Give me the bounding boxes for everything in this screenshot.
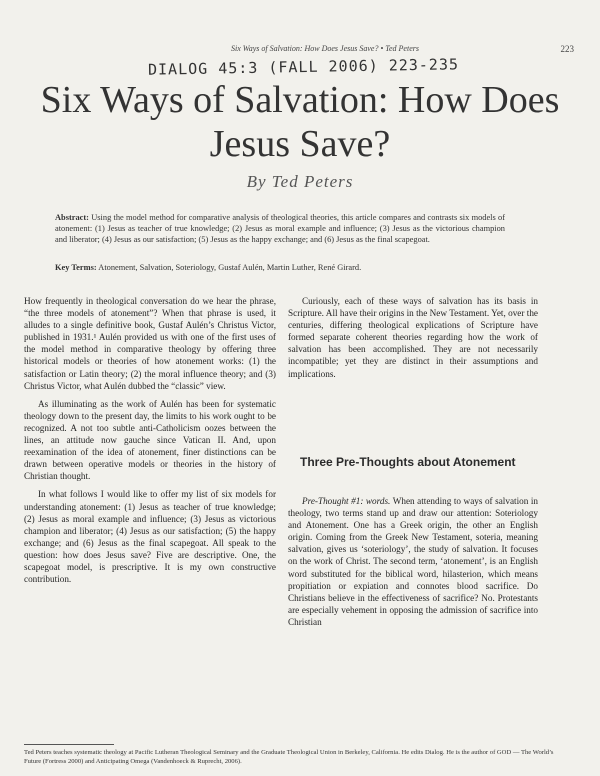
abstract [55,212,505,246]
body-paragraph: In what follows I would like to offer my list of six models for understanding atonement: (1) Jesus as teacher of true knowledge; (2) Jesus as moral example and influence; (3) Jesus as victorious champion and liberator; (4) Jesus as our satisfaction; (5) the happy exchange; and (6) Jesus as the final scapegoat. All speak to the question: how does Jesus save? Five are descriptive. One, the scapegoat model, is prescriptive. It is my own constructive contribution. [24,489,276,585]
right-column-section [288,495,538,735]
right-column-intro [288,295,538,386]
title-line-1: Six Ways of Salvation: How Does [40,79,560,121]
key-terms-text: Atonement, Salvation, Soteriology, Gustaf Aulén, Martin Luther, René Girard. [98,263,362,272]
article-title [20,78,580,166]
title-line-2: Jesus Save? [209,123,391,165]
running-head: Six Ways of Salvation: How Does Jesus Save? • Ted Peters [231,44,419,53]
footnote-rule [24,744,114,745]
abstract-label: Abstract: [55,213,89,222]
left-column [24,295,276,735]
body-paragraph: As illuminating as the work of Aulén has been for systematic theology down to the present day, the limits to his work ought to be recognized. A not too subtle anti-Catholicism oozes between the lines, an attitude now gauche since Vatican II. And, upon reexamination of the idea of atonement, finer distinctions can be drawn between operative models or theories in the history of Christian thought. [24,398,276,482]
abstract-text: Using the model method for comparative analysis of theological theories, this article compares and contrasts six models of atonement: (1) Jesus as teacher of true knowledge; (2) Jesus as moral example and influence; (3) Jesus as the victorious champion and liberator; (4) Jesus as our satisfaction; (5) Jesus as the happy exchange; and (6) Jesus as the final scapegoat. [55,213,506,245]
key-terms [55,262,505,273]
pre-thought-text: When attending to ways of salvation in theology, two terms stand up and draw our attention: Soteriology and Atonement. One has a Greek origin, the other an English origin. Coming from the Greek New Testament, soteria, meaning salvation, gives us ‘soteriology’, the study of salvation. It focuses on the work of Christ. The second term, ‘atonement’, is an English word substituted for the biblical word, hilasterion, which means propitiation or expiation and connotes blood sacrifice. Do Christians believe in the effectiveness of sacrifice? No. Protestants are especially vehement in opposing the admission of sacrifice into Christian [288,496,538,627]
body-paragraph: How frequently in theological conversation do we hear the phrase, “the three models of atonement”? When that phrase is used, it alludes to a single definitive book, Gustaf Aulén’s Christus Victor, published in 1931.¹ Aulén provided us with one of the first uses of the model method in comparative theology by offering three historical models or theories of how atonement works: (1) the satisfaction or Latin theory; (2) the moral influence theory; and (3) Christus Victor, what Aulén dubbed the “classic” view. [24,296,276,391]
pre-thought-label: Pre-Thought #1: words. [302,496,391,506]
body-paragraph: Curiously, each of these ways of salvation has its basis in Scripture. All have their origins in the New Testament. Yet, over the centuries, differing theological explications of Scripture have formed separate coherent theories regarding how the work of salvation has been accomplished. They are not necessarily incompatible; yet they are distinct in their assumptions and implications. [288,296,538,379]
byline: By Ted Peters [246,172,354,191]
key-terms-label: Key Terms: [55,263,97,272]
body-paragraph [288,495,538,628]
author-footnote: Ted Peters teaches systematic theology at Pacific Lutheran Theological Seminary and the Graduate Theological Union in Berkeley, California. He edits Dialog. He is the author of GOD — The World’s Future (Fortress 2000) and Anticipating Omega (Vandenhoeck & Ruprecht, 2006). [24,749,554,765]
section-heading: Three Pre-Thoughts about Atonement [300,455,516,469]
page-number: 223 [560,44,574,54]
handwritten-citation: DIALOG 45:3 (FALL 2006) 223-235 [147,55,460,79]
